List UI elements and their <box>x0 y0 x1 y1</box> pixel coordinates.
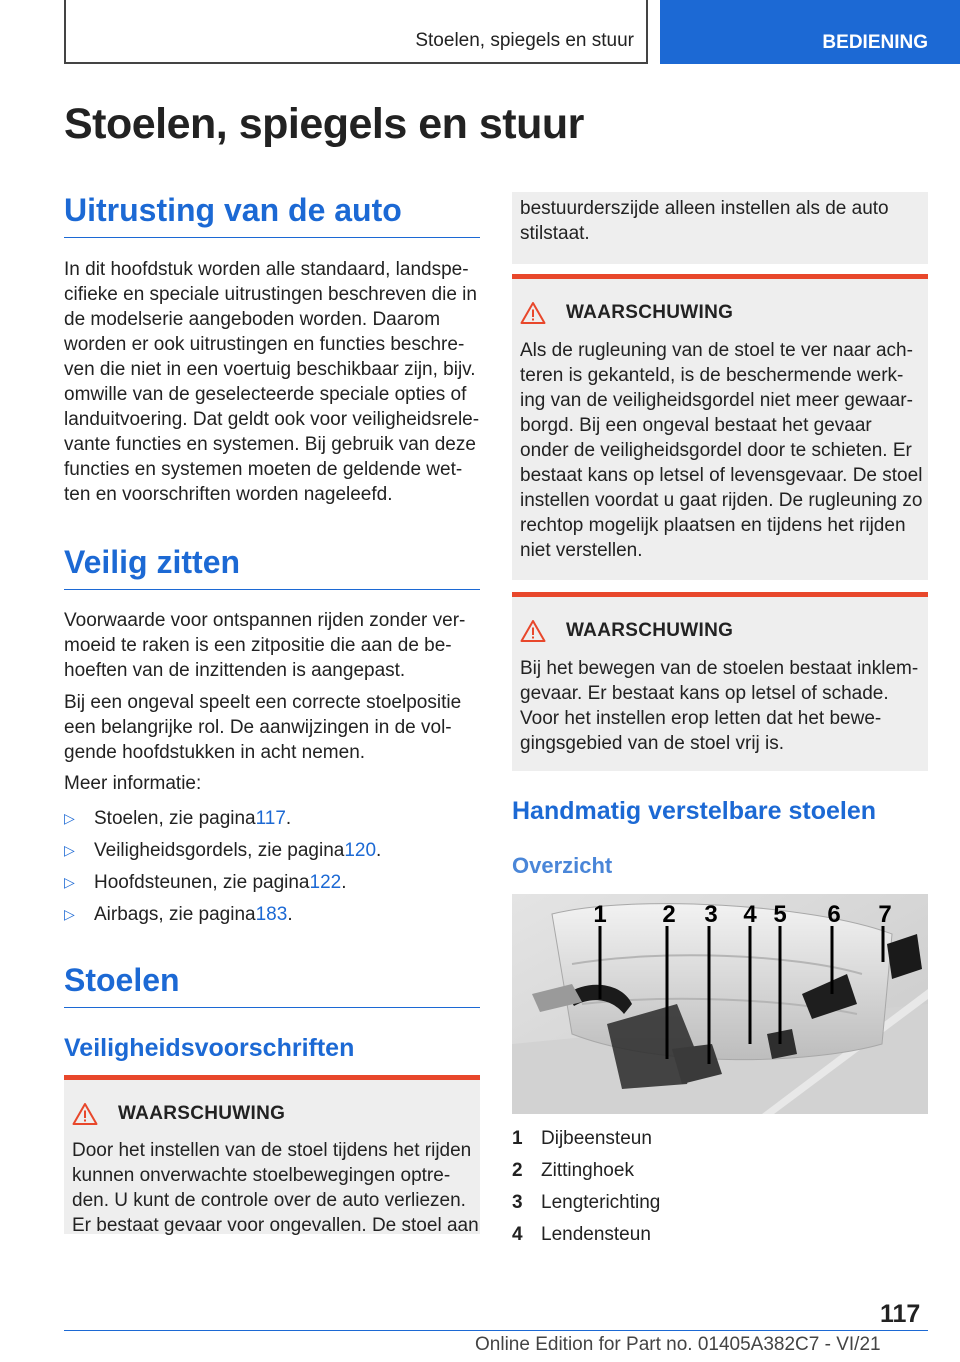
legend-label: Zittinghoek <box>541 1160 634 1181</box>
text-line: teren is gekanteld, is de beschermende werk- <box>520 365 904 386</box>
page-link[interactable]: 120 <box>344 840 377 861</box>
warning-text <box>72 1138 482 1238</box>
text-line: Voorwaarde voor ontspannen rijden zonder ver- <box>64 610 466 631</box>
chapter-title: Stoelen, spiegels en stuur <box>415 30 634 51</box>
text-line: hoeften van de inzittenden is aangepast. <box>64 660 406 681</box>
warning-triangle-icon <box>520 301 546 325</box>
warning-text <box>520 338 930 563</box>
text-line: rechtop mogelijk plaatsen en tijdens het rijden <box>520 515 906 536</box>
warning-triangle-icon <box>520 619 546 643</box>
text-line: vante functies en systemen. Bij gebruik van deze <box>64 434 476 455</box>
text-line: instellen voordat u gaat rijden. De rugleuning zo <box>520 490 923 511</box>
warning-title: WAARSCHUWING <box>118 1103 286 1124</box>
figure-callout: 2 <box>662 901 676 928</box>
heading-veilig-zitten: Veilig zitten <box>64 544 480 590</box>
running-header <box>64 0 648 64</box>
footer-divider <box>64 1330 928 1331</box>
list-item <box>64 838 480 870</box>
legend-number: 2 <box>512 1160 523 1181</box>
paragraph-ongeval <box>64 690 484 765</box>
figure-callout: 6 <box>827 901 841 928</box>
text-line: kunnen onverwachte stoelbewegingen optre- <box>72 1165 451 1186</box>
figure-legend <box>512 1126 928 1254</box>
edition-note: Online Edition for Part no. 01405A382C7 - VI/21 <box>475 1334 881 1355</box>
paragraph-uitrusting <box>64 257 484 507</box>
text-line: cifieke en speciale uitrustingen beschreven die in <box>64 284 477 305</box>
text-line: onder de veiligheidsgordel door te schieten. Er <box>520 440 912 461</box>
page-link[interactable]: 117 <box>255 808 286 829</box>
figure-callout: 1 <box>593 901 607 928</box>
warning-header <box>520 301 733 325</box>
seat-controls-figure <box>512 894 928 1114</box>
page-title: Stoelen, spiegels en stuur <box>64 100 584 148</box>
legend-item <box>512 1158 928 1190</box>
text-line: Voor het instellen erop letten dat het bewe- <box>520 708 882 729</box>
legend-label: Lengterichting <box>541 1192 661 1213</box>
text-line: bestaat kans op letsel of levensgevaar. De stoel <box>520 465 923 486</box>
text-line: bestuurderszijde alleen instellen als de auto <box>520 198 889 219</box>
list-item-text: Veiligheidsgordels, zie pagina <box>94 840 345 861</box>
heading-uitrusting: Uitrusting van de auto <box>64 192 480 238</box>
figure-callout: 7 <box>878 901 892 928</box>
legend-number: 3 <box>512 1192 523 1213</box>
legend-number: 4 <box>512 1224 523 1245</box>
text-line: borgd. Bij een ongeval bestaat het gevaar <box>520 415 872 436</box>
text-line: landuitvoering. Dat geldt ook voor veiligheidsrele- <box>64 409 480 430</box>
legend-item <box>512 1126 928 1158</box>
heading-stoelen: Stoelen <box>64 962 480 1008</box>
paragraph-voorwaarde <box>64 608 484 683</box>
triangle-bullet-icon: ▷ <box>64 842 75 858</box>
more-info-label: Meer informatie: <box>64 773 202 794</box>
legend-item <box>512 1190 928 1222</box>
section-tab <box>660 0 960 64</box>
triangle-bullet-icon: ▷ <box>64 874 75 890</box>
text-line: Door het instellen van de stoel tijdens het rijden <box>72 1140 472 1161</box>
warning-title: WAARSCHUWING <box>566 302 734 323</box>
triangle-bullet-icon: ▷ <box>64 906 75 922</box>
triangle-bullet-icon: ▷ <box>64 810 75 826</box>
warning-triangle-icon <box>72 1102 98 1126</box>
text-line: worden er ook uitrustingen en functies beschre- <box>64 334 465 355</box>
legend-label: Dijbeensteun <box>541 1128 652 1149</box>
text-line: In dit hoofdstuk worden alle standaard, landspe- <box>64 259 469 280</box>
text-line: ven die niet in een voertuig beschikbaar zijn, bijv. <box>64 359 476 380</box>
list-item-end: . <box>285 808 292 829</box>
legend-item <box>512 1222 928 1254</box>
text-line: gevaar. Er bestaat kans op letsel of schade. <box>520 683 889 704</box>
list-item <box>64 806 480 838</box>
page-number: 117 <box>880 1300 921 1328</box>
section-label: BEDIENING <box>822 32 928 53</box>
text-line: gingsgebied van de stoel vrij is. <box>520 733 785 754</box>
figure-callout: 5 <box>773 901 787 928</box>
warning-continuation-text <box>520 196 889 246</box>
warning-continuation-box <box>512 192 928 264</box>
page-link[interactable]: 122 <box>309 872 342 893</box>
text-line: omwille van de geselecteerde speciale opties of <box>64 384 467 405</box>
text-line: Er bestaat gevaar voor ongevallen. De stoel aan <box>72 1215 479 1236</box>
more-info-list <box>64 806 480 934</box>
text-line: Bij een ongeval speelt een correcte stoelpositie <box>64 692 462 713</box>
warning-header <box>520 619 733 643</box>
text-line: den. U kunt de controle over de auto verliezen. <box>72 1190 466 1211</box>
list-item <box>64 870 480 902</box>
warning-box-rugleuning <box>512 274 928 580</box>
list-item-text: Stoelen, zie pagina <box>94 808 256 829</box>
text-line: functies en systemen moeten de geldende wet- <box>64 459 463 480</box>
text-line: de modelserie aangeboden worden. Daarom <box>64 309 441 330</box>
warning-header <box>72 1102 285 1126</box>
figure-callout: 4 <box>743 901 757 928</box>
text-line: gende hoofdstukken in acht nemen. <box>64 742 366 763</box>
list-item-end: . <box>287 904 293 925</box>
warning-box <box>64 1075 480 1234</box>
warning-title: WAARSCHUWING <box>566 620 734 641</box>
figure-callout: 3 <box>704 901 718 928</box>
text-line: Bij het bewegen van de stoelen bestaat inklem- <box>520 658 919 679</box>
list-item-end: . <box>341 872 347 893</box>
page-link[interactable]: 183 <box>255 904 288 925</box>
heading-overzicht: Overzicht <box>512 853 613 878</box>
warning-text <box>520 656 930 756</box>
list-item <box>64 902 480 934</box>
text-line: moeid te raken is een zitpositie die aan de be- <box>64 635 452 656</box>
list-item-text: Hoofdsteunen, zie pagina <box>94 872 310 893</box>
text-line: Als de rugleuning van de stoel te ver naar ach- <box>520 340 913 361</box>
text-line: niet verstellen. <box>520 540 643 561</box>
legend-number: 1 <box>512 1128 523 1149</box>
warning-box-inklemgevaar <box>512 592 928 771</box>
text-line: een belangrijke rol. De aanwijzingen in de vol- <box>64 717 452 738</box>
text-line: ing van de veiligheidsgordel niet meer gewaar- <box>520 390 913 411</box>
text-line: ten en voorschriften worden nageleefd. <box>64 484 393 505</box>
list-item-end: . <box>376 840 382 861</box>
text-line: stilstaat. <box>520 223 590 244</box>
legend-label: Lendensteun <box>541 1224 651 1245</box>
list-item-text: Airbags, zie pagina <box>94 904 256 925</box>
heading-veiligheidsvoorschriften: Veiligheidsvoorschriften <box>64 1034 355 1062</box>
heading-handmatig: Handmatig verstelbare stoelen <box>512 797 877 825</box>
